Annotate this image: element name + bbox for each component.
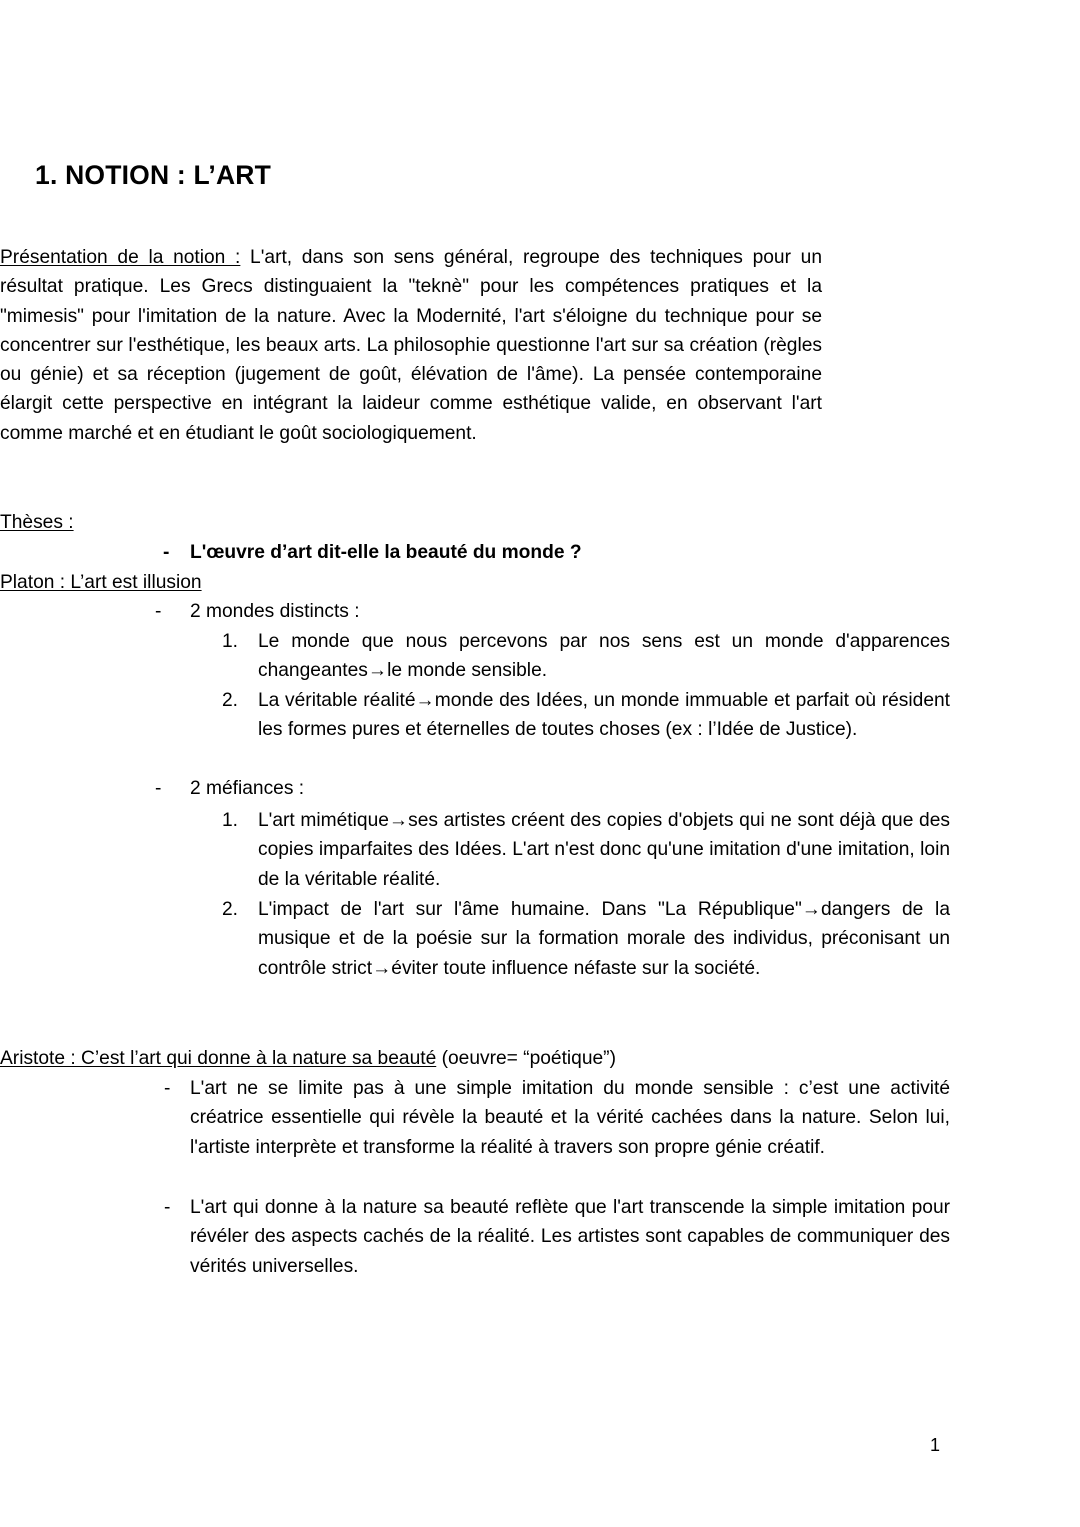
platon-group-2-item-1-text: L'art mimétique→ses artistes créent des copies d'objets qui ne sont déjà que des copies imparfaites des Idées. L'art n'est donc qu'une imitation d'une imitation, loin de la véritable réalité. bbox=[258, 810, 950, 890]
platon-group-2-item-2 bbox=[222, 895, 950, 983]
dash-bullet-marker: - bbox=[155, 601, 162, 622]
aristote-bullet-2 bbox=[164, 1193, 950, 1281]
platon-group-2-label: 2 méfiances : bbox=[190, 778, 305, 799]
aristote-heading-underlined: Aristote : C’est l’art qui donne à la nature sa beauté bbox=[0, 1048, 437, 1069]
platon-group-2-item-2-text: L'impact de l'art sur l'âme humaine. Dans "La République"→dangers de la musique et de la poésie sur la formation morale des individus, préconisant un contrôle strict→éviter toute influence néfaste sur la société. bbox=[258, 899, 950, 979]
theses-heading: Thèses : bbox=[0, 512, 74, 533]
aristote-heading-plain: (oeuvre= “poétique”) bbox=[436, 1048, 616, 1069]
platon-group-1-item-2-text: La véritable réalité→monde des Idées, un monde immuable et parfait où résident les formes pures et éternelles de toutes choses (ex : l’Idée de Justice). bbox=[258, 690, 950, 741]
ordered-marker: 1. bbox=[222, 810, 239, 831]
ordered-marker: 2. bbox=[222, 899, 239, 920]
intro-text: L'art, dans son sens général, regroupe des techniques pour un résultat pratique. Les Grecs distinguaient la "teknè" pour les compétences pratiques et la "mimesis" pour l'imitation de la nature. Avec la Modernité, l'art s'éloigne du technique pour se concentrer sur l'esthétique, les beaux arts. La philosophie questionne l'art sur sa création (règles ou génie) et sa réception (jugement de goût, élévation de l'âme). La pensée contemporaine élargit cette perspective en intégrant la laideur comme esthétique valide, en observant l'art comme marché et en étudiant le goût sociologiquement. bbox=[0, 247, 822, 444]
platon-group-1-label: 2 mondes distincts : bbox=[190, 601, 360, 622]
platon-group-1-item-1-text: Le monde que nous percevons par nos sens est un monde d'apparences changeantes→le monde sensible. bbox=[258, 631, 950, 682]
aristote-bullet-1-text: L'art ne se limite pas à une simple imitation du monde sensible : c’est une activité créatrice essentielle qui révèle la beauté et la vérité cachées dans la nature. Selon lui, l'artiste interprète et transforme la réalité à travers son propre génie créatif. bbox=[190, 1078, 950, 1158]
platon-group-2-item-1 bbox=[222, 806, 950, 894]
ordered-marker: 1. bbox=[222, 631, 239, 652]
page-title: 1. NOTION : L’ART bbox=[35, 160, 272, 190]
dash-bullet-marker: - bbox=[164, 1197, 171, 1218]
page-number: 1 bbox=[930, 1435, 941, 1455]
aristote-bullet-2-text: L'art qui donne à la nature sa beauté reflète que l'art transcende la simple imitation pour révéler des aspects cachés de la réalité. Les artistes sont capables de communiquer des vérités universelles. bbox=[190, 1197, 950, 1277]
platon-group-1-item-1 bbox=[222, 627, 950, 686]
platon-group-1-label-row bbox=[155, 597, 950, 626]
platon-group-1-item-2 bbox=[222, 686, 950, 745]
ordered-marker: 2. bbox=[222, 690, 239, 711]
thesis-question-row bbox=[163, 538, 950, 567]
thesis-question-text: L'œuvre d’art dit-elle la beauté du monde ? bbox=[190, 542, 582, 563]
aristote-bullet-1 bbox=[164, 1074, 950, 1162]
dash-bullet-marker: - bbox=[155, 778, 162, 799]
thesis-bullet-marker: - bbox=[163, 542, 170, 563]
dash-bullet-marker: - bbox=[164, 1078, 171, 1099]
aristote-heading bbox=[0, 1044, 616, 1073]
platon-group-2-label-row bbox=[155, 774, 950, 803]
platon-heading: Platon : L’art est illusion bbox=[0, 572, 202, 593]
intro-paragraph bbox=[0, 243, 822, 448]
intro-lead-label: Présentation de la notion : bbox=[0, 247, 241, 268]
